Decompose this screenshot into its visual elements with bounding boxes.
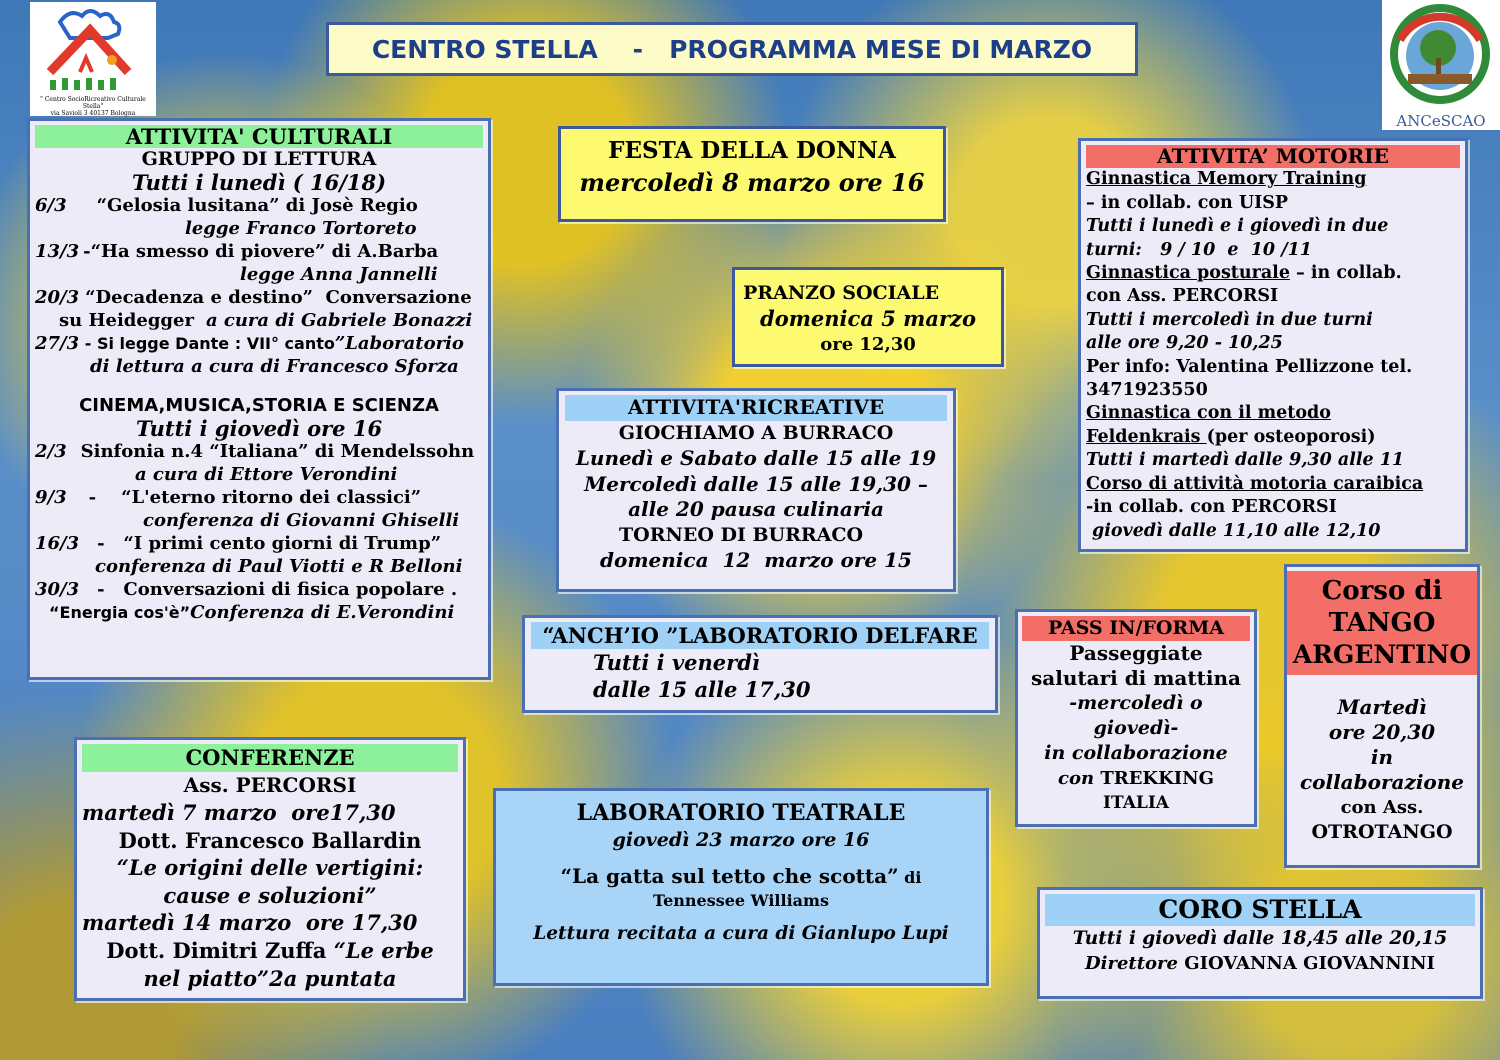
c4-date: 30/3 (35, 579, 80, 600)
motorie-m16: giovedì dalle 11,10 alle 12,10 (1092, 520, 1381, 541)
c4-title: - Conversazioni di fisica popolare . (97, 579, 458, 600)
anchio-panel (522, 615, 998, 713)
pass-p3: -mercoledì o (1069, 692, 1203, 714)
pass-p1: Passeggiate (1069, 641, 1203, 665)
c2-speaker: conferenza di Giovanni Ghiselli (143, 510, 460, 531)
ricreative-r5: domenica 12 marzo ore 15 (600, 548, 912, 572)
conferenze-title: CONFERENZE (82, 744, 458, 772)
motorie-m13: Tutti i martedì dalle 9,30 alle 11 (1086, 450, 1405, 471)
logo-left-line1: " Centro SocioRicreativo Culturale Stella" (40, 96, 146, 110)
l4-title: - Si legge Dante : VII° canto (79, 334, 335, 353)
motorie-m3: Tutti i lunedì e i giovedì in due (1086, 216, 1389, 237)
conferenze-k5: cause e soluzioni” (163, 882, 377, 908)
teatro-reading: Lettura recitata a cura di Gianlupo Lupi (533, 923, 949, 944)
c1-curator: a cura di Ettore Verondini (135, 464, 398, 485)
house-star-icon (30, 2, 156, 92)
conferenze-k7a: Dott. Dimitri Zuffa (106, 937, 334, 963)
teatro-author: Tennessee Williams (653, 891, 829, 910)
logo-right-label: ANCeSCAO (1396, 112, 1486, 130)
pass-p4: giovedì- (1093, 717, 1179, 739)
motorie-m14: Corso di attività motoria caraibica (1086, 473, 1424, 494)
conferenze-k8: nel piatto”2a puntata (143, 966, 397, 991)
conferenze-panel (74, 737, 466, 1001)
coro-c2b: GIOVANNA GIOVANNINI (1184, 953, 1435, 974)
pranzo-time: ore 12,30 (820, 334, 916, 355)
conferenze-k6: martedì 14 marzo ore 17,30 (82, 910, 418, 935)
coro-c2a: Direttore (1085, 953, 1185, 974)
tree-circle-icon (1382, 0, 1500, 108)
conferenze-k2: martedì 7 marzo ore17,30 (82, 800, 396, 825)
lettura-title: GRUPPO DI LETTURA (141, 148, 377, 170)
ricreative-r3: alle 20 pausa culinaria (628, 497, 884, 521)
teatro-panel (493, 788, 989, 986)
l4-date: 27/3 (35, 333, 80, 354)
c4-topic: “Energia cos'è” (49, 603, 191, 622)
tango-t5: ore 20,30 (1328, 720, 1436, 744)
pass-p2: salutari di mattina (1031, 666, 1241, 690)
motorie-m6: con Ass. PERCORSI (1086, 286, 1279, 307)
coro-panel (1037, 887, 1483, 999)
conferenze-k3: Dott. Francesco Ballardin (118, 827, 422, 853)
pass-p7: ITALIA (1103, 793, 1169, 813)
conferenze-k4: “Le origini delle vertigini: (116, 855, 424, 880)
cinema-title: CINEMA,MUSICA,STORIA E SCIENZA (79, 395, 439, 416)
c3-speaker: conferenza di Paul Viotti e R Belloni (95, 556, 463, 577)
ricreative-r2: Mercoledì dalle 15 alle 19,30 – (584, 471, 928, 496)
c1-title: Sinfonia n.4 “Italiana” di Mendelssohn (80, 441, 475, 462)
ricreative-r1: Lunedì e Sabato dalle 15 alle 19 (575, 446, 937, 470)
ricreative-title: ATTIVITA'RICREATIVE (565, 395, 947, 421)
anchio-title: “ANCH’IO ”LABORATORIO DELFARE (531, 622, 989, 649)
pranzo-date: domenica 5 marzo (760, 306, 976, 331)
motorie-m15: -in collab. con PERCORSI (1086, 497, 1337, 518)
logo-centro-stella (30, 2, 156, 116)
l1-date: 6/3 (35, 195, 67, 216)
motorie-m10: 3471923550 (1086, 380, 1208, 401)
l3-date: 20/3 (35, 287, 80, 308)
anchio-when1: Tutti i venerdì (593, 650, 760, 675)
motorie-m1: Ginnastica Memory Training (1086, 169, 1367, 190)
motorie-m8: alle ore 9,20 - 10,25 (1086, 333, 1283, 354)
teatro-when: giovedì 23 marzo ore 16 (612, 829, 870, 851)
motorie-m12b: (per osteoporosi) (1206, 426, 1376, 447)
l3-curator: a cura di Gabriele Bonazzi (205, 310, 473, 331)
teatro-title: LABORATORIO TEATRALE (576, 800, 906, 826)
coro-title: CORO STELLA (1045, 894, 1475, 926)
logo-left-line2: via Savioli 3 40137 Bologna (50, 110, 136, 117)
motorie-title: ATTIVITA’ MOTORIE (1086, 145, 1460, 168)
pass-p6b: TREKKING (1100, 768, 1214, 789)
tango-t3: ARGENTINO (1292, 640, 1472, 669)
c2-title: - “L'eterno ritorno dei classici” (88, 487, 422, 508)
motorie-m9: Per info: Valentina Pellizzone tel. (1086, 356, 1413, 377)
tango-t2: TANGO (1328, 608, 1436, 638)
tango-t7: collaborazione (1299, 770, 1465, 794)
c4-speaker: Conferenza di E.Verondini (190, 602, 455, 623)
tango-t9: OTROTANGO (1311, 821, 1453, 843)
festa-panel (558, 126, 946, 222)
pass-p5: in collaborazione (1044, 742, 1228, 764)
motorie-m4: turni: 9 / 10 e 10 /11 (1086, 239, 1312, 260)
c3-date: 16/3 (35, 533, 80, 554)
tango-t4: Martedì (1337, 695, 1427, 719)
tango-t1: Corso di (1321, 576, 1443, 606)
motorie-m7: Tutti i mercoledì in due turni (1086, 309, 1373, 330)
l4-lab: ”Laboratorio (334, 333, 464, 354)
l2-date: 13/3 (35, 241, 80, 262)
logo-ancescao (1382, 0, 1500, 130)
teatro-play: “La gatta sul tetto che scotta” (560, 864, 899, 888)
conferenze-k1: Ass. PERCORSI (183, 772, 357, 797)
ricreative-sub: GIOCHIAMO A BURRACO (618, 421, 894, 444)
motorie-m5a: Ginnastica posturale (1086, 263, 1290, 284)
conferenze-k7b: “Le erbe (333, 937, 434, 963)
ricreative-panel (556, 388, 956, 592)
page-title (326, 22, 1138, 76)
l3-title: “Decadenza e destino” Conversazione (85, 287, 472, 308)
cinema-when: Tutti i giovedì ore 16 (135, 416, 383, 441)
tango-t6: in (1370, 745, 1394, 769)
motorie-m12a: Feldenkrais (1086, 426, 1207, 447)
c3-title: - “I primi cento giorni di Trump” (97, 533, 442, 554)
l2-title: -“Ha smesso di piovere” di A.Barba (83, 241, 439, 262)
l1-title: “Gelosia lusitana” di Josè Regio (96, 195, 418, 216)
culturali-title: ATTIVITA' CULTURALI (35, 125, 483, 148)
tango-t8: con Ass. (1340, 797, 1424, 818)
pranzo-panel (732, 267, 1004, 367)
teatro-di: di (898, 868, 922, 887)
c2-date: 9/3 (35, 487, 67, 508)
motorie-m5b: – in collab. (1289, 263, 1402, 284)
tango-panel (1284, 564, 1480, 868)
festa-when: mercoledì 8 marzo ore 16 (579, 168, 925, 197)
tango-header (1287, 571, 1477, 675)
l1-reader: legge Franco Tortoreto (185, 218, 417, 239)
pranzo-title: PRANZO SOCIALE (743, 282, 940, 304)
lettura-when: Tutti i lunedì ( 16/18) (131, 170, 387, 195)
motorie-m2: – in collab. con UISP (1086, 192, 1289, 213)
anchio-when2: dalle 15 alle 17,30 (593, 677, 811, 702)
l4-curator: di lettura a cura di Francesco Sforza (90, 356, 459, 377)
motorie-m11: Ginnastica con il metodo (1086, 403, 1331, 424)
festa-title: FESTA DELLA DONNA (608, 137, 896, 164)
culturali-panel (27, 118, 491, 680)
motorie-panel (1078, 138, 1468, 552)
page-title-text: CENTRO STELLA - PROGRAMMA MESE DI MARZO (371, 34, 1093, 64)
pass-title: PASS IN/FORMA (1022, 616, 1250, 641)
c1-date: 2/3 (35, 441, 67, 462)
l2-reader: legge Anna Jannelli (240, 264, 438, 285)
l3-subject: su Heidegger (59, 310, 194, 331)
coro-c1: Tutti i giovedì dalle 18,45 alle 20,15 (1072, 928, 1448, 949)
pass-panel (1015, 609, 1257, 827)
pass-p6a: con (1058, 768, 1101, 789)
ricreative-r4: TORNEO DI BURRACO (619, 523, 864, 546)
